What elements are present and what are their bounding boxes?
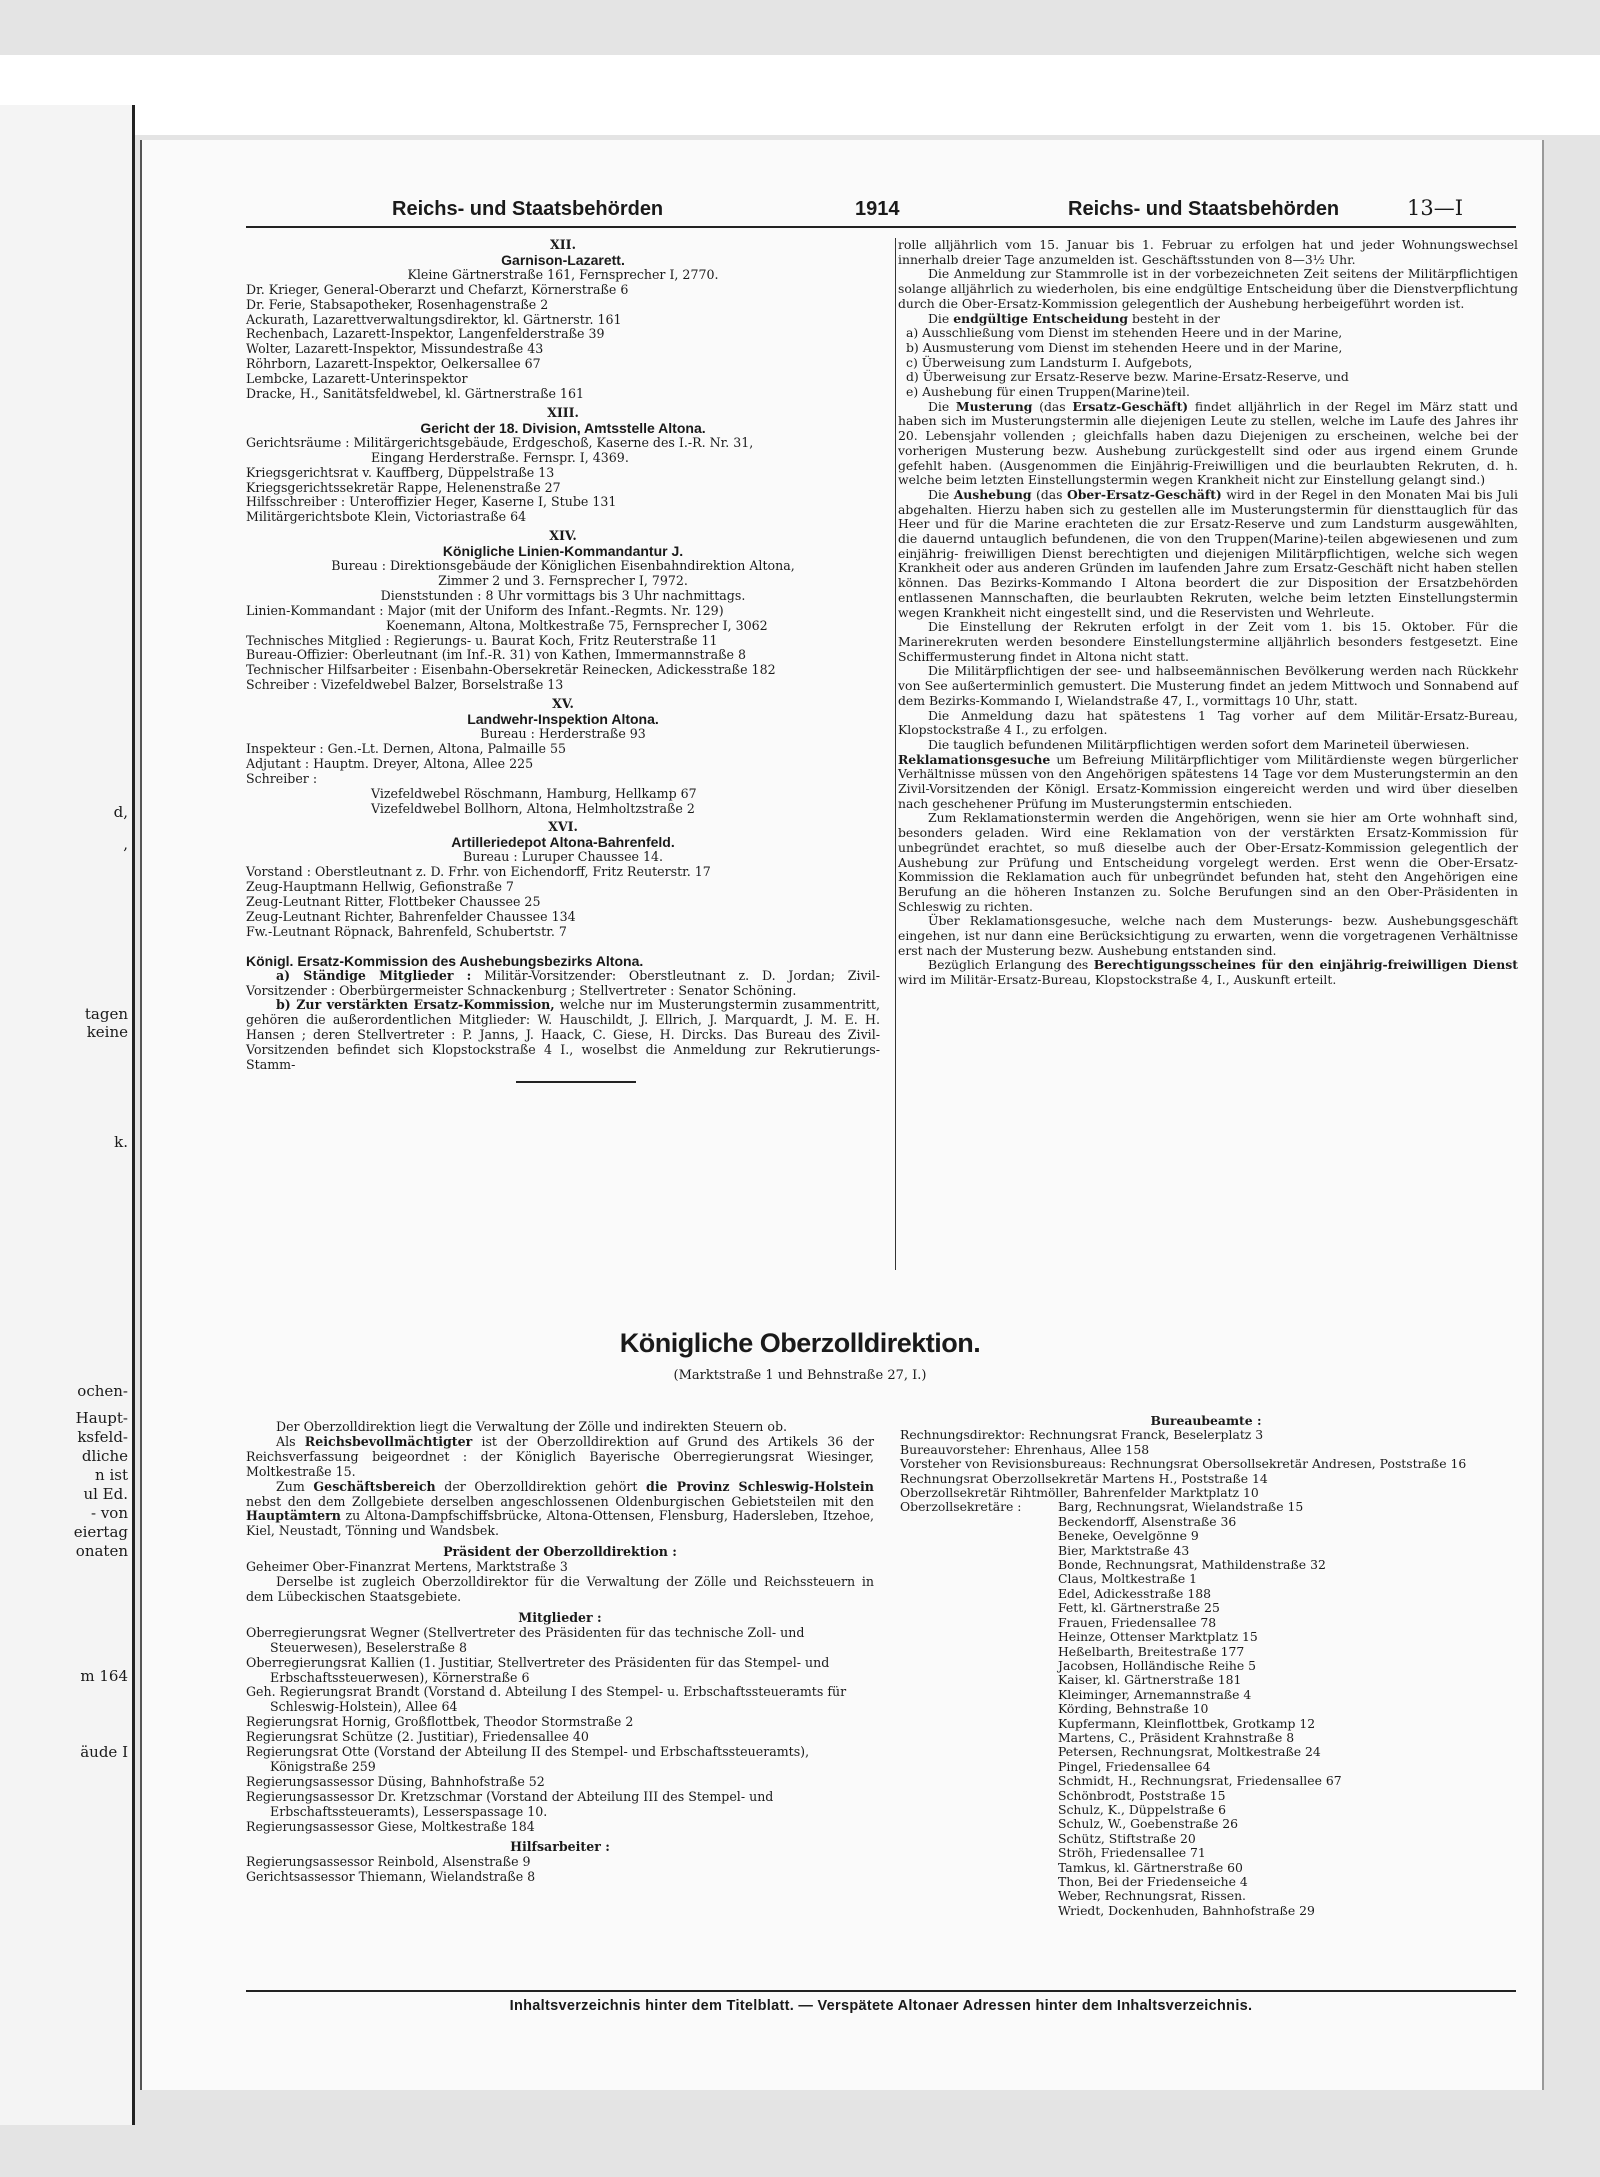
prev-fragment: onaten xyxy=(75,1542,128,1560)
section-number: XIV. xyxy=(549,528,577,544)
section-bureau-cont: Zimmer 2 und 3. Fernsprecher I, 7972. xyxy=(438,572,688,588)
list-item: Beneke, Oevelgönne 9 xyxy=(1058,1528,1199,1544)
footer-rule xyxy=(246,1990,1516,1992)
entry-line: Rechnungsrat Oberzollsekretär Martens H., Poststraße 14 xyxy=(900,1470,1268,1486)
entry-line: Vorstand : Oberstleutnant z. D. Frhr. von Eichendorff, Fritz Reuterstr. 17 xyxy=(246,864,711,880)
entry-line: Ackurath, Lazarettverwaltungsdirektor, kl. Gärtnerstr. 161 xyxy=(246,311,622,327)
oberzoll-title: Königliche Oberzolldirektion. xyxy=(619,1328,981,1358)
entry-line: Dracke, H., Sanitätsfeldwebel, kl. Gärtnerstraße 161 xyxy=(246,386,584,402)
member-entry: Oberregierungsrat Wegner (Stellvertreter des Präsidenten für das technische Zoll- und Steuerwesen), Beselerstraße 8 xyxy=(246,1624,805,1655)
prev-fragment: ul Ed. xyxy=(83,1485,128,1503)
entry-line: Zeug-Leutnant Richter, Bahrenfelder Chaussee 134 xyxy=(246,908,576,924)
list-item: Heßelbarth, Breitestraße 177 xyxy=(1058,1643,1245,1659)
option-item: a) Ausschließung vom Dienst im stehenden Heere und in der Marine, xyxy=(906,325,1343,341)
list-item: Tamkus, kl. Gärtnerstraße 60 xyxy=(1058,1859,1243,1875)
prev-fragment: n ist xyxy=(95,1466,128,1484)
text-run: Als xyxy=(276,1433,296,1449)
entry-line: Lembcke, Lazarett-Unterinspektor xyxy=(246,371,468,387)
oberzoll-subtitle: (Marktstraße 1 und Behnstraße 27, I.) xyxy=(673,1368,927,1383)
list-item: Ströh, Friedensallee 71 xyxy=(1058,1845,1206,1861)
right-column xyxy=(898,238,1518,988)
section-title: Gericht der 18. Division, Amtsstelle Altona. xyxy=(420,419,706,436)
ersatz-b-label: b) Zur verstärkten Ersatz-Kommission, xyxy=(276,997,555,1013)
ersatz-a-text: Militär-Vorsitzender: Oberstleutnant z. D. Jordan; Zivil-Vorsitzender : Oberbürgermeister Schnackenburg ; Stellvertreter : Senator Schöning. xyxy=(246,967,880,998)
bold-term: Hauptämtern xyxy=(246,1508,341,1524)
entry-line: Schreiber : xyxy=(246,770,318,786)
section-address: Kleine Gärtnerstraße 161, Fernsprecher I, 2770. xyxy=(407,266,719,282)
entry-line: Dr. Krieger, General-Oberarzt und Chefarzt, Körnerstraße 6 xyxy=(246,281,629,297)
section-rooms-cont: Eingang Herderstraße. Fernspr. I, 4369. xyxy=(371,449,629,465)
subheading: Hilfsarbeiter : xyxy=(510,1839,610,1855)
option-item: c) Überweisung zum Landsturm I. Aufgebots, xyxy=(906,354,1193,370)
bold-term: Ersatz-Geschäft) xyxy=(1072,398,1189,414)
text-run: Die xyxy=(928,398,950,414)
previous-page-edge xyxy=(0,105,135,2125)
bold-term: Aushebung xyxy=(953,486,1032,502)
bold-term: die Provinz Schleswig-Holstein xyxy=(646,1478,874,1494)
text-run: (das xyxy=(1035,486,1063,502)
page-number: 13—I xyxy=(1407,196,1464,220)
prev-fragment: - von xyxy=(90,1504,128,1522)
section-title: Königliche Linien-Kommandantur J. xyxy=(442,543,684,560)
entry-line: Vorsteher von Revisionsbureaus: Rechnungsrat Obersollsekretär Andresen, Poststraße 16 xyxy=(900,1456,1467,1472)
list-item: Frauen, Friedensallee 78 xyxy=(1058,1614,1217,1630)
prev-fragment: äude I xyxy=(80,1743,128,1761)
secretary-list xyxy=(900,1500,1512,1918)
entry-line: Inspekteur : Gen.-Lt. Dernen, Altona, Palmaille 55 xyxy=(246,740,567,756)
list-item: Bier, Marktstraße 43 xyxy=(1058,1542,1190,1558)
section-bureau: Bureau : Herderstraße 93 xyxy=(480,726,646,741)
list-item: Jacobsen, Holländische Reihe 5 xyxy=(1058,1657,1256,1673)
entry-line: Zeug-Hauptmann Hellwig, Gefionstraße 7 xyxy=(246,879,514,895)
paragraph xyxy=(898,312,1518,327)
entry-line: Oberzollsekretär Rihtmöller, Bahrenfelder Marktplatz 10 xyxy=(900,1485,1259,1501)
paragraph xyxy=(898,400,1518,488)
member-entry: Regierungsassessor Dr. Kretzschmar (Vorstand der Abteilung III des Stempel- und Erbschaftssteueramts), Lesserspassage 10. xyxy=(246,1788,774,1819)
text-run: der Oberzolldirektion gehört xyxy=(444,1478,638,1494)
entry-line: Vizefeldwebel Bollhorn, Altona, Helmholtzstraße 2 xyxy=(371,800,695,816)
section-number: XVI. xyxy=(548,819,578,835)
paragraph: Zum Reklamationstermin werden die Angehörigen, wenn sie hier am Orte wohnhaft sind, besonders geladen. Wird eine Reklamation von der verstärkten Ersatz-Kommission für unbegründet erachtet, so muß dieselbe auch der Ober-Ersatz-Kommission gelegentlich der Aushebung zur Prüfung und Entscheidung vorgelegt werden. Erst wenn die Ober-Ersatz-Kommission die Reklamation auch für unbegründet befunden hat, steht den Angehörigen eine Berufung an die höheren Instanzen zu. Solche Berufungen sind an den Ober-Präsidenten in Schleswig zu richten. xyxy=(898,810,1518,914)
oberzoll-left xyxy=(246,1420,874,1885)
list-item: Barg, Rechnungsrat, Wielandstraße 15 xyxy=(1058,1499,1304,1515)
entry-line: Kriegsgerichtssekretär Rappe, Helenenstraße 27 xyxy=(246,479,561,495)
prev-fragment: Haupt- xyxy=(75,1409,128,1427)
text-run: (das xyxy=(1039,398,1066,414)
entry-line: Bureau-Offizier: Oberleutnant (im Inf.-R. 31) von Kathen, Immermannstraße 8 xyxy=(246,647,746,663)
list-item: Beckendorff, Alsenstraße 36 xyxy=(1058,1513,1237,1529)
list-item: Edel, Adickesstraße 188 xyxy=(1058,1585,1211,1601)
entry-line: Adjutant : Hauptm. Dreyer, Altona, Allee 225 xyxy=(246,755,534,771)
list-item: Schönbrodt, Poststraße 15 xyxy=(1058,1787,1226,1803)
text-run: Die xyxy=(928,310,950,326)
text-run: zu Altona-Dampfschiffsbrücke, Altona-Ottensen, Flensburg, Hadersleben, Itzehoe, Kiel, Neustadt, Tönning und Wandsbek. xyxy=(246,1508,874,1539)
text-run: nebst den dem Zollgebiete derselben angeschlossenen Oldenburgischen Gebietsteilen mit den xyxy=(246,1493,874,1509)
helper-entry: Regierungsassessor Reinbold, Alsenstraße 9 xyxy=(246,1854,531,1870)
section-bureau: Bureau : Direktionsgebäude der Königlichen Eisenbahndirektion Altona, xyxy=(331,558,795,574)
member-entry: Regierungsrat Schütze (2. Justitiar), Friedensallee 40 xyxy=(246,1729,589,1745)
entry-line: Zeug-Leutnant Ritter, Flottbeker Chaussee 25 xyxy=(246,893,541,909)
list-item: Martens, C., Präsident Krahnstraße 8 xyxy=(1058,1729,1295,1745)
entry-line: Koenemann, Altona, Moltkestraße 75, Fernsprecher I, 3062 xyxy=(386,617,768,633)
list-item: Weber, Rechnungsrat, Rissen. xyxy=(1058,1888,1246,1904)
list-item: Kleiminger, Arnemannstraße 4 xyxy=(1058,1686,1252,1702)
bold-term: Reichsbevollmächtigter xyxy=(304,1433,473,1449)
ersatz-a xyxy=(246,969,880,999)
column-divider xyxy=(895,238,896,1270)
footer-note: Inhaltsverzeichnis hinter dem Titelblatt. — Verspätete Altonaer Adressen hinter dem Inhaltsverzeichnis. xyxy=(509,1998,1253,2014)
bold-term: endgültige Entscheidung xyxy=(953,310,1129,326)
subheading: Präsident der Oberzolldirektion : xyxy=(443,1544,677,1560)
secretary-list-label: Oberzollsekretäre : xyxy=(900,1499,1022,1515)
running-head-right: Reichs- und Staatsbehörden xyxy=(1068,198,1340,220)
section-number: XIII. xyxy=(547,404,579,420)
left-column xyxy=(246,238,880,1073)
paragraph: Die Einstellung der Rekruten erfolgt in der Zeit vom 1. bis 15. Oktober. Für die Marinerekruten werden besondere Einstellungstermine alljährlich besonders festgesetzt. Eine Schiffermusterung findet in Altona nicht statt. xyxy=(898,619,1518,664)
paragraph: Über Reklamationsgesuche, welche nach dem Musterungs- bezw. Aushebungsgeschäft eingehen, ist nur dann eine Berücksichtigung zu erwarten, wenn die vorgetragenen Verhältnisse erst nach der Musterung bezw. Aushebung entstanden sind. xyxy=(898,913,1518,958)
member-entry: Oberregierungsrat Kallien (1. Justitiar, Stellvertreter des Präsidenten für das Stempel- und Erbschaftssteuerwesen), Körnerstraße 6 xyxy=(246,1654,830,1685)
list-item: Kaiser, kl. Gärtnerstraße 181 xyxy=(1058,1672,1242,1688)
entry-line: Linien-Kommandant : Major (mit der Uniform des Infant.-Regmts. Nr. 129) xyxy=(246,602,724,618)
text-run: Die xyxy=(928,486,950,502)
section-title: Garnison-Lazarett. xyxy=(501,251,625,268)
helper-entry: Gerichtsassessor Thiemann, Wielandstraße 8 xyxy=(246,1869,536,1885)
list-item: Claus, Moltkestraße 1 xyxy=(1058,1571,1198,1587)
subheading: Bureaubeamte : xyxy=(1150,1413,1262,1428)
paragraph xyxy=(898,958,1518,987)
section-title: Landwehr-Inspektion Altona. xyxy=(467,711,659,728)
entry-line: Schreiber : Vizefeldwebel Balzer, Borselstraße 13 xyxy=(246,677,564,693)
prev-fragment: , xyxy=(123,835,128,853)
list-item: Heinze, Ottenser Marktplatz 15 xyxy=(1058,1629,1258,1645)
list-item: Wriedt, Dockenhuden, Bahnhofstraße 29 xyxy=(1058,1902,1315,1918)
entry-line: Wolter, Lazarett-Inspektor, Missundestraße 43 xyxy=(246,341,544,357)
list-item: Petersen, Rechnungsrat, Moltkestraße 24 xyxy=(1058,1744,1321,1760)
paragraph: Die Anmeldung zur Stammrolle ist in der vorbezeichneten Zeit seitens der Militärpflichtigen solange alljährlich zu wiederholen, bis eine endgültige Entscheidung über die Dienstverpflichtung durch die Ober-Ersatz-Kommission gelegentlich der Aushebung herbeigeführt worden ist. xyxy=(898,266,1518,311)
prev-fragment: keine xyxy=(86,1023,128,1041)
entry-line: Rechenbach, Lazarett-Inspektor, Langenfelderstraße 39 xyxy=(246,326,605,342)
section-title: Artilleriedepot Altona-Bahrenfeld. xyxy=(451,834,675,851)
prev-fragment: eiertag xyxy=(73,1523,128,1541)
ersatz-b-text: welche nur im Musterungstermin zusammentritt, gehören die außerordentlichen Mitglieder: W. Hauschildt, J. Ellrich, J. Marquardt, J. M. E. H. Hansen ; deren Stellvertreter : P. Janns, J. Haack, C. Giese, H. Dircks. Das Bureau des Zivil-Vorsitzenden befindet sich Klopstockstraße 4 I., woselbst die Anmeldung zur Rekrutierungs-Stamm- xyxy=(246,997,880,1073)
subheading: Mitglieder : xyxy=(518,1609,602,1625)
secretary-list-items xyxy=(1058,1500,1342,1918)
list-item: Thon, Bei der Friedenseiche 4 xyxy=(1058,1874,1248,1889)
entry-line: Kriegsgerichtsrat v. Kauffberg, Düppelstraße 13 xyxy=(246,464,555,480)
prev-fragment: k. xyxy=(114,1133,128,1151)
bold-term: Musterung xyxy=(955,398,1033,414)
running-head-year: 1914 xyxy=(855,198,900,220)
list-item: Pingel, Friedensallee 64 xyxy=(1058,1758,1211,1774)
section-number: XII. xyxy=(550,237,576,252)
paragraph xyxy=(898,488,1518,620)
entry-line: Hilfsschreiber : Unteroffizier Heger, Kaserne I, Stube 131 xyxy=(246,494,617,510)
list-item: Kupfermann, Kleinflottbek, Grotkamp 12 xyxy=(1058,1715,1316,1731)
member-entry: Regierungsassessor Düsing, Bahnhofstraße 52 xyxy=(246,1773,545,1789)
bold-term: Ober-Ersatz-Geschäft) xyxy=(1066,486,1222,502)
text-run: wird in der Regel in den Monaten Mai bis Juli abgehalten. Hierzu haben sich zu gestellen alle im Musterungstermin für diensttauglich für das Heer und für die Marine erachteten die zur Ersatz-Reserve und zum Landsturm ausgewählten, die dauernd untauglich befundenen, die von den Truppen(Marine)-teilen abgewiesenen und zum einjährig- freiwilligen Dienst berechtigten und diejenigen Militärpflichtigen, welche sich wegen Krankheit oder aus anderen Gründen im laufenden Jahre zum Ersatz-Geschäft nicht haben stellen können. Das Bezirks-Kommando I Altona beordert die zur Disposition der Ersatzbehörden entlassenen Mannschaften, die beurlaubten Rekruten, welche beim letzten Einstellungstermin wegen Krankheit nicht eingestellt sind, und die Reservisten und Wehrleute. xyxy=(898,486,1518,620)
bold-term: Berechtigungsscheines für den einjährig-freiwilligen Dienst xyxy=(1093,957,1518,973)
text-run: ist der Oberzolldirektion auf Grund des Artikels 36 der Reichsverfassung beigeordnet : der Königlich Bayerische Oberregierungsrat Wiesinger, Moltkestraße 15. xyxy=(246,1433,874,1479)
ersatz-title: Königl. Ersatz-Kommission des Aushebungsbezirks Altona. xyxy=(246,952,644,969)
bold-term: Reklamationsgesuche xyxy=(898,751,1051,767)
section-rule xyxy=(516,1081,636,1083)
member-entry: Regierungsassessor Giese, Moltkestraße 184 xyxy=(246,1818,535,1834)
text-run: wird im Militär-Ersatz-Bureau, Klopstockstraße 4, I., Auskunft erteilt. xyxy=(898,972,1337,988)
option-item: d) Überweisung zur Ersatz-Reserve bezw. Marine-Ersatz-Reserve, und xyxy=(906,369,1349,385)
entry-line: Vizefeldwebel Röschmann, Hamburg, Hellkamp 67 xyxy=(371,785,697,801)
option-item: b) Ausmusterung vom Dienst im stehenden Heere und in der Marine, xyxy=(906,339,1343,355)
section-number: XV. xyxy=(552,696,574,712)
running-head-left: Reichs- und Staatsbehörden xyxy=(392,198,664,220)
member-entry: Regierungsrat Hornig, Großflottbek, Theodor Stormstraße 2 xyxy=(246,1714,634,1730)
list-item: Schmidt, H., Rechnungsrat, Friedensallee 67 xyxy=(1058,1773,1342,1789)
section-rooms: Gerichtsräume : Militärgerichtsgebäude, Erdgeschoß, Kaserne des I.-R. Nr. 31, xyxy=(246,434,754,450)
entry-line: Bureauvorsteher: Ehrenhaus, Allee 158 xyxy=(900,1441,1150,1457)
paragraph: Die Anmeldung dazu hat spätestens 1 Tag vorher auf dem Militär-Ersatz-Bureau, Klopstockstraße 4 I., zu erfolgen. xyxy=(898,707,1518,738)
oberzoll-right xyxy=(900,1414,1512,1918)
entry-line: Technischer Hilfsarbeiter : Eisenbahn-Obersekretär Reinecken, Adickesstraße 182 xyxy=(246,662,776,678)
text-run: findet alljährlich in der Regel im März statt und haben sich im Musterungstermin alle diejenigen Leute zu stellen, welche im Laufe des Jahres ihr 20. Lebensjahr vollenden ; gleichfalls haben dazu Diejenigen zu erscheinen, welche bei der vorherigen Musterung bezw. Aushebung zurückgestellt sind oder aus irgend einem Grunde gefehlt haben. (Ausgenommen die Einjährig-Freiwilligen und die beurlaubten Rekruten, d. h. welche beim letzten Einstellungstermin wegen Krankheit nicht zur Einstellung gelangt sind.) xyxy=(898,398,1518,488)
prev-fragment: dliche xyxy=(81,1447,128,1465)
member-entry: Regierungsrat Otte (Vorstand der Abteilung II des Stempel- und Erbschaftssteueramts), Königstraße 259 xyxy=(246,1744,810,1774)
paragraph xyxy=(246,1480,874,1540)
section-hours: Dienststunden : 8 Uhr vormittags bis 3 Uhr nachmittags. xyxy=(380,587,746,603)
prev-fragment: d, xyxy=(113,803,128,821)
paragraph xyxy=(898,753,1518,812)
ersatz-a-label: a) Ständige Mitglieder : xyxy=(276,967,472,983)
text-run: Zum xyxy=(276,1478,305,1494)
prev-fragment: m 164 xyxy=(80,1667,128,1685)
entry-line: Röhrborn, Lazarett-Inspektor, Oelkersallee 67 xyxy=(246,356,541,372)
member-entry: Geh. Regierungsrat Brandt (Vorstand d. Abteilung I des Stempel- u. Erbschaftssteueramts für Schleswig-Holstein), Allee 64 xyxy=(246,1684,847,1715)
entry-line: Fw.-Leutnant Röpnack, Bahrenfeld, Schubertstr. 7 xyxy=(246,923,567,939)
paragraph: Der Oberzolldirektion liegt die Verwaltung der Zölle und indirekten Steuern ob. xyxy=(276,1419,788,1434)
section-bureau: Bureau : Luruper Chaussee 14. xyxy=(462,849,664,865)
top-margin xyxy=(0,55,1600,135)
list-item: Schulz, K., Düppelstraße 6 xyxy=(1058,1801,1226,1817)
entry-line: Militärgerichtsbote Klein, Victoriastraße 64 xyxy=(246,509,527,525)
text-run: um Befreiung Militärpflichtiger vom Militärdienste wegen bürgerlicher Verhältnisse müssen von den Angehörigen spätestens 14 Tage vor dem Musterungstermin an den Zivil-Vorsitzenden der Königl. Ersatz-Kommission eingereicht werden und wird über dieselben nach geschehener Prüfung im Musterungstermin entschieden. xyxy=(898,751,1518,811)
list-item: Bonde, Rechnungsrat, Mathildenstraße 32 xyxy=(1058,1557,1326,1573)
text-run: Bezüglich Erlangung des xyxy=(928,957,1089,973)
list-item: Schulz, W., Goebenstraße 26 xyxy=(1058,1816,1239,1832)
prev-fragment: tagen xyxy=(84,1005,128,1023)
entry-line: Geheimer Ober-Finanzrat Mertens, Marktstraße 3 xyxy=(246,1559,568,1575)
entry-line: Dr. Ferie, Stabsapotheker, Rosenhagenstraße 2 xyxy=(246,296,549,312)
text-run: besteht in der xyxy=(1132,310,1220,326)
option-item: e) Aushebung für einen Truppen(Marine)teil. xyxy=(906,384,1190,400)
paragraph: Derselbe ist zugleich Oberzolldirektor für die Verwaltung der Zölle und Reichssteuern in dem Lübeckischen Staatsgebiete. xyxy=(246,1574,874,1604)
entry-line: Technisches Mitglied : Regierungs- u. Baurat Koch, Fritz Reuterstraße 11 xyxy=(246,632,718,648)
paragraph xyxy=(246,1435,874,1480)
paragraph: rolle alljährlich vom 15. Januar bis 1. Februar zu erfolgen hat und jeder Wohnungswechsel innerhalb dreier Tage anzumelden ist. Geschäftsstunden von 8—3½ Uhr. xyxy=(898,237,1518,267)
entry-line: Rechnungsdirektor: Rechnungsrat Franck, Beselerplatz 3 xyxy=(900,1427,1264,1443)
prev-fragment: ochen- xyxy=(77,1382,128,1400)
prev-fragment: ksfeld- xyxy=(77,1428,128,1446)
list-item: Fett, kl. Gärtnerstraße 25 xyxy=(1058,1600,1220,1616)
list-item: Schütz, Stiftstraße 20 xyxy=(1058,1830,1196,1846)
paragraph: Die Militärpflichtigen der see- und halbseemännischen Bevölkerung werden nach Rückkehr von See außerterminlich gemustert. Die Musterung findet an jedem Mittwoch und Sonnabend auf dem Bezirks-Kommando I, Wielandstraße 47, I., vormittags 10 Uhr, statt. xyxy=(898,663,1518,708)
paragraph: Die tauglich befundenen Militärpflichtigen werden sofort dem Marineteil überwiesen. xyxy=(928,736,1470,752)
list-item: Körding, Behnstraße 10 xyxy=(1058,1701,1209,1717)
header-rule xyxy=(246,226,1516,228)
ersatz-b xyxy=(246,998,880,1073)
bold-term: Geschäftsbereich xyxy=(313,1478,436,1494)
